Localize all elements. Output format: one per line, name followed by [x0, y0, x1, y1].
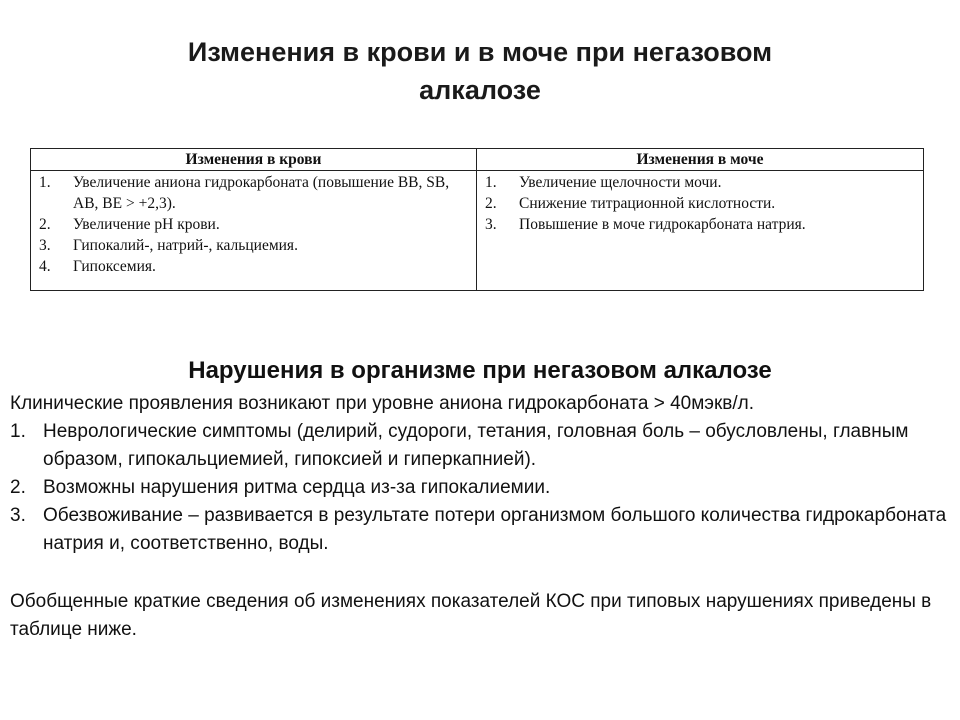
list-item-number: 2.: [39, 216, 51, 233]
list-item-text: Обезвоживание – развивается в результате потери организмом большого количества гидрокарбоната натрия и, соответственно, воды.: [43, 505, 947, 554]
list-item-text: Увеличение аниона гидрокарбоната (повышение BB, SB, AB, BE > +2,3).: [73, 174, 450, 212]
list-item-number: 3.: [10, 505, 26, 526]
list-item-text: Увеличение щелочности мочи.: [519, 174, 722, 191]
changes-table: [30, 148, 924, 291]
list-item-text: Гипоксемия.: [73, 258, 156, 275]
list-item: [10, 502, 950, 558]
list-item-text: Снижение титрационной кислотности.: [519, 195, 776, 212]
section-body: [10, 390, 950, 644]
table-header-row: [31, 149, 924, 171]
list-item: [10, 474, 950, 502]
list-item-number: 3.: [485, 216, 497, 233]
list-item-text: Возможны нарушения ритма сердца из-за гипокалиемии.: [43, 477, 551, 498]
list-item-number: 2.: [10, 477, 26, 498]
list-item-text: Неврологические симптомы (делирий, судороги, тетания, головная боль – обусловлены, главным образом, гипокальциемией, гипоксией и гиперкапнией).: [43, 421, 909, 470]
list-item-text: Увеличение pH крови.: [73, 216, 220, 233]
list-item-number: 3.: [39, 237, 51, 254]
list-item: [35, 256, 472, 277]
list-item-number: 1.: [485, 174, 497, 191]
list-item-number: 2.: [485, 195, 497, 212]
list-item: [35, 172, 472, 214]
spacer: [10, 558, 950, 588]
urine-changes-cell: [477, 171, 924, 291]
list-item: [35, 235, 472, 256]
summary-paragraph: Обобщенные краткие сведения об изменениях показателей КОС при типовых нарушениях приведены в таблице ниже.: [10, 591, 932, 640]
list-item: [10, 418, 950, 474]
header-blood: Изменения в крови: [31, 149, 477, 171]
list-item: [35, 214, 472, 235]
list-item-number: 1.: [39, 174, 51, 191]
list-item-text: Повышение в моче гидрокарбоната натрия.: [519, 216, 806, 233]
list-item-text: Гипокалий-, натрий-, кальциемия.: [73, 237, 298, 254]
blood-changes-cell: [31, 171, 477, 291]
header-urine: Изменения в моче: [477, 149, 924, 171]
section-title: Нарушения в организме при негазовом алкалозе: [188, 357, 772, 384]
blood-changes-list: [35, 172, 472, 277]
list-item-number: 1.: [10, 421, 26, 442]
urine-changes-list: [481, 172, 919, 235]
list-item: [481, 214, 919, 235]
disorders-list: [10, 418, 950, 558]
page-title: [0, 33, 960, 109]
page-title-line-1: Изменения в крови и в моче при негазовом: [187, 37, 773, 67]
intro-paragraph: Клинические проявления возникают при уровне аниона гидрокарбоната > 40мэкв/л.: [10, 393, 755, 414]
table-row: [31, 171, 924, 291]
list-item-number: 4.: [39, 258, 51, 275]
list-item: [481, 172, 919, 193]
list-item: [481, 193, 919, 214]
page-title-line-2: алкалозе: [419, 75, 541, 105]
